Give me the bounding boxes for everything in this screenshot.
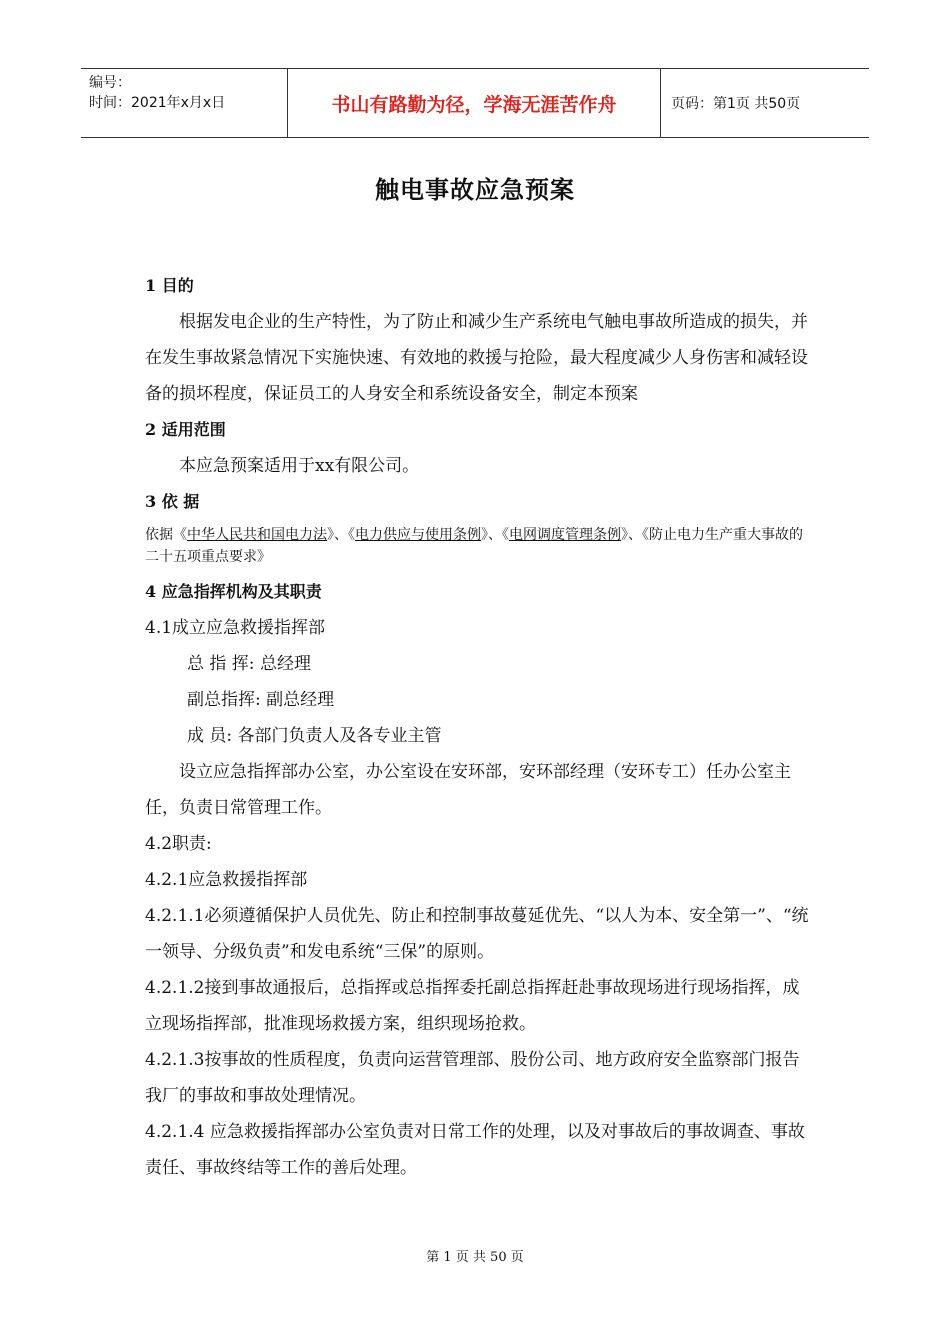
deputy-commander: 副总指挥: 副总经理: [187, 690, 335, 710]
office-paragraph: 设立应急指挥部办公室，办公室设在安环部，安环部经理（安环专工）任办公室主任，负责日常管理工作。: [145, 762, 791, 818]
chief-commander: 总 指 挥: 总经理: [187, 654, 311, 674]
header-meta: [81, 69, 288, 137]
item-4-2-1-4: 4.2.1.4 应急救援指挥部办公室负责对日常工作的处理，以及对事故后的事故调查、事故责任、事故终结等工作的善后处理。: [145, 1122, 805, 1178]
section-heading-scope: 2 适用范围: [145, 420, 226, 439]
basis-suffix: 》、《防止电力生产重大事故的二十五项重点要求》: [145, 527, 803, 565]
law-link-supply-regulation[interactable]: 电力供应与使用条例: [355, 527, 481, 543]
purpose-paragraph: 根据发电企业的生产特性，为了防止和减少生产系统电气触电事故所造成的损失，并在发生事故紧急情况下实施快速、有效地的救援与抢险，最大程度减少人身伤害和减轻设备的损坏程度，保证员工的人身安全和系统设备安全，制定本预案: [145, 312, 808, 404]
item-4-2-1-3: 4.2.1.3按事故的性质程度，负责向运营管理部、股份公司、地方政府安全监察部门报告我厂的事故和事故处理情况。: [145, 1050, 800, 1106]
section-heading-command: 4 应急指挥机构及其职责: [145, 582, 322, 601]
subsection-4-2: 4.2职责:: [145, 834, 212, 854]
item-4-2-1-2: 4.2.1.2接到事故通报后，总指挥或总指挥委托副总指挥赶赴事故现场进行现场指挥，成立现场指挥部，批准现场救援方案，组织现场抢救。: [145, 978, 800, 1034]
document-title: 触电事故应急预案: [375, 176, 575, 204]
section-heading-basis: 3 依 据: [145, 492, 200, 511]
page-header: [81, 68, 869, 138]
scope-paragraph: 本应急预案适用于xx有限公司。: [179, 456, 420, 476]
document-body: [145, 268, 810, 1186]
subsection-4-1: 4.1成立应急救援指挥部: [145, 618, 326, 638]
basis-prefix: 依据《: [145, 527, 187, 543]
law-link-electricity-law[interactable]: 中华人民共和国电力法: [187, 527, 327, 543]
section-heading-purpose: 1 目的: [145, 276, 194, 295]
header-page-info: 页码：第1页 共50页: [671, 96, 801, 112]
subsection-4-2-1: 4.2.1应急救援指挥部: [145, 870, 308, 890]
document-date: 时间：2021年x月x日: [89, 95, 226, 111]
basis-paragraph: [145, 524, 810, 568]
header-motto: 书山有路勤为径，学海无涯苦作舟: [288, 69, 661, 137]
item-4-2-1-1: 4.2.1.1必须遵循保护人员优先、防止和控制事故蔓延优先、“以人为本、安全第一”、“统一领导、分级负责”和发电系统“三保”的原则。: [145, 906, 809, 962]
page-footer: 第 1 页 共 50 页: [426, 1250, 524, 1265]
basis-sep: 》、《: [327, 527, 355, 543]
document-number: 编号：: [89, 75, 131, 91]
basis-sep: 》、《: [481, 527, 509, 543]
law-link-dispatch-regulation[interactable]: 电网调度管理条例: [509, 527, 621, 543]
members: 成 员: 各部门负责人及各专业主管: [187, 726, 442, 746]
